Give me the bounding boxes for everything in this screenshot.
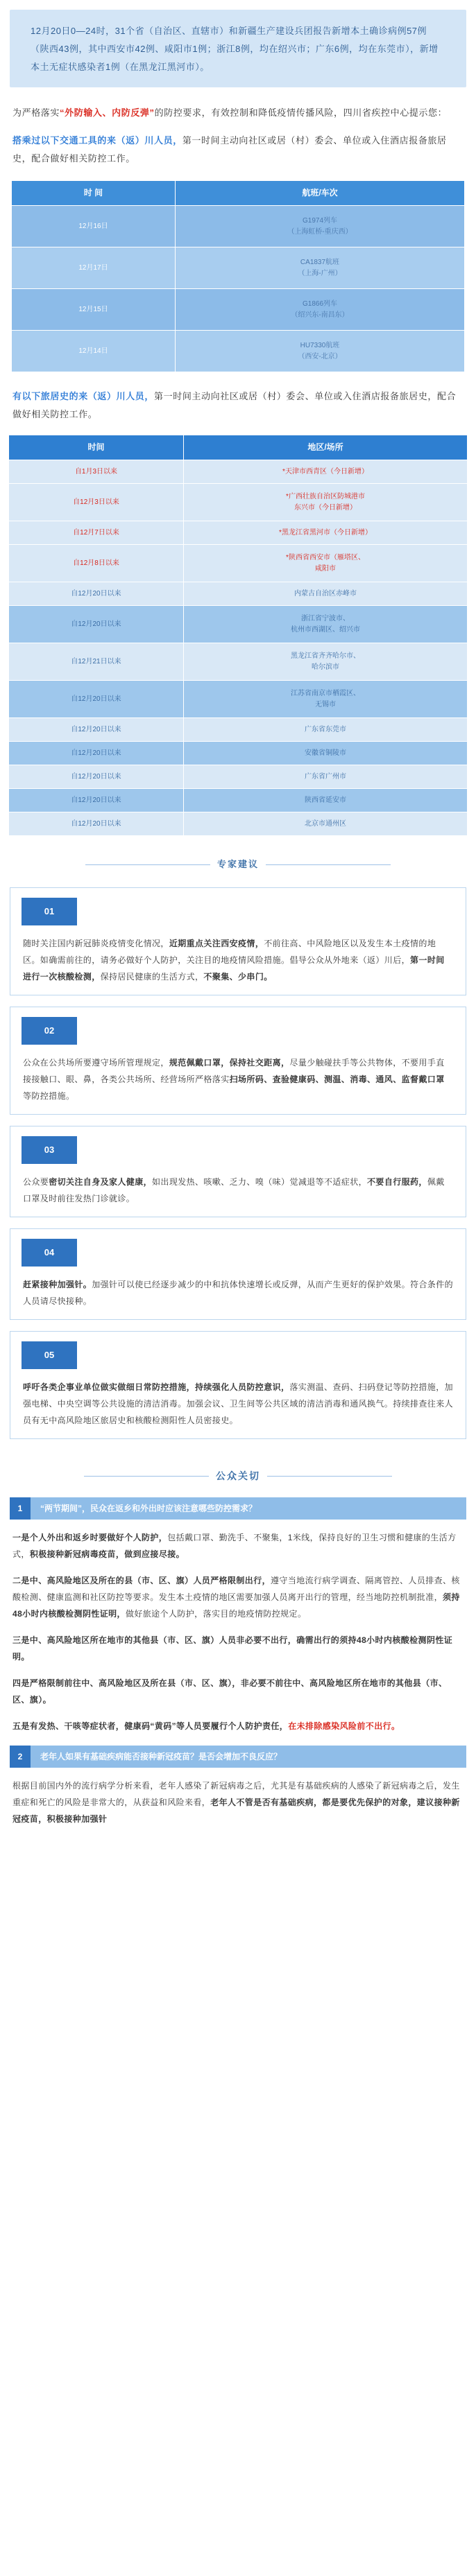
answer-segment: 一是个人外出和返乡时要做好个人防护，	[12, 1533, 168, 1542]
table-header-time: 时间	[9, 435, 184, 460]
row-date: 自12月20日以来	[9, 789, 184, 812]
notice-post: 的防控要求，有效控制和降低疫情传播风险，四川省疾控中心提示您：	[154, 107, 448, 118]
advice-segment: 保持居民健康的生活方式，	[100, 972, 204, 982]
row-date: 12月15日	[12, 289, 176, 331]
advice-segment: 规范佩戴口罩，保持社交距离，	[169, 1058, 290, 1068]
row-date: 自12月7日以来	[9, 521, 184, 545]
answer-paragraph	[0, 1563, 476, 1622]
travel-rest: 第一时间主动向社区或居（村）委会、单位或入住酒店报备旅居史，配合做好相关防控工作。	[12, 391, 457, 419]
table-row	[9, 742, 468, 765]
row-region	[184, 545, 468, 582]
region-line: 广东省东莞市	[305, 725, 346, 733]
advice-segment: 扫场所码、查验健康码、测温、消毒、通风、监督戴口罩	[229, 1074, 445, 1084]
public-header	[0, 1464, 476, 1488]
transport-code: G1974列车	[302, 216, 338, 225]
row-region	[184, 484, 468, 521]
expert-title: 专家建议	[216, 858, 259, 869]
row-region	[184, 582, 468, 606]
region-line: 安徽省铜陵市	[305, 749, 346, 757]
region-line: *陕西省西安市（雁塔区、	[286, 553, 365, 562]
table-row	[9, 606, 468, 643]
advice-segment: 不聚集、少串门。	[203, 972, 273, 982]
answer-paragraph	[0, 1622, 476, 1665]
advice-text	[10, 1045, 466, 1114]
row-date: 自12月20日以来	[9, 582, 184, 606]
row-date: 自12月20日以来	[9, 606, 184, 643]
row-date: 自12月20日以来	[9, 765, 184, 789]
answer-paragraph	[0, 1768, 476, 1827]
advice-segment: 佩戴口罩及时前往发热门诊就诊。	[23, 1177, 445, 1203]
question-bar-2	[10, 1746, 466, 1768]
row-date: 12月14日	[12, 331, 176, 372]
advice-number: 02	[22, 1017, 77, 1045]
region-line: *广西壮族自治区防城港市	[286, 492, 365, 501]
table-row	[9, 582, 468, 606]
transport-route: （上海-广州）	[298, 269, 342, 277]
answer-paragraph	[0, 1520, 476, 1563]
answer-segment: 四是严格限制前往中、高风险地区及所在县（市、区、旗），非必要不前往中、高风险地区所在地市的其他县（市、区、旗）。	[12, 1678, 448, 1705]
advice-segment: 公众在公共场所要遵守场所管理规定，	[23, 1058, 169, 1068]
row-region	[184, 606, 468, 643]
question-title: 老年人如果有基础疾病能否接种新冠疫苗？是否会增加不良反应？	[40, 1751, 282, 1761]
answer-segment: 包括戴口罩、勤洗手、不聚集，1米线，保持良好的卫生习惯和健康的生活方式，	[12, 1533, 457, 1559]
advice-number: 04	[22, 1239, 77, 1267]
transport-table	[11, 180, 465, 372]
region-line: 无锡市	[315, 700, 336, 708]
advice-segment: 等防控措施。	[23, 1091, 75, 1101]
answer-segment: 五是有发热、干咳等症状者，健康码“黄码”等人员要履行个人防护责任，	[12, 1721, 289, 1731]
row-date: 自12月20日以来	[9, 718, 184, 742]
advice-card	[10, 1007, 466, 1115]
row-region	[184, 718, 468, 742]
row-date: 自12月8日以来	[9, 545, 184, 582]
row-region	[184, 460, 468, 484]
row-transport	[176, 206, 465, 247]
travel-history-section-title	[0, 372, 476, 424]
advice-card	[10, 887, 466, 995]
advice-segment: 如出现发热、咳嗽、乏力、嗅（味）觉减退等不适症状，	[152, 1177, 368, 1187]
notice-pre: 为严格落实	[12, 107, 60, 118]
region-line: 北京市通州区	[305, 819, 346, 828]
answer-segment: 根据目前国内外的流行病学分析来看，老年人感染了新冠病毒之后，尤其是有基础疾病的人感染了新冠病毒之后，发生重症和死亡的风险是非常大的，从获益和风险来看，	[12, 1781, 460, 1807]
region-line: 哈尔滨市	[312, 663, 339, 671]
expert-section	[0, 853, 476, 1446]
answer-segment: 做好旅途个人防护，落实目的地疫情防控规定。	[125, 1609, 307, 1619]
advice-card	[10, 1126, 466, 1217]
advice-segment: 尽量少触碰扶手等公共物体，不要用手直接接触口、眼、鼻，各类公共场所、经营场所严格落实	[23, 1058, 445, 1084]
advice-segment: 不要自行服药，	[367, 1177, 427, 1187]
answer-segment: 二是中、高风险地区及所在的县（市、区、旗）人员严格限制出行，	[12, 1576, 271, 1585]
advice-segment: 随时关注国内新冠肺炎疫情变化情况，	[23, 939, 169, 948]
transport-code: CA1837航班	[300, 258, 340, 266]
region-line: 陕西省延安市	[305, 796, 346, 804]
table-row	[12, 289, 465, 331]
row-region	[184, 742, 468, 765]
answer-segment: 老年人不管是否有基础疾病，都是要优先保护的对象，建议接种新冠疫苗，积极接种加强针	[12, 1798, 460, 1824]
expert-header	[0, 853, 476, 876]
advice-segment: 公众要	[23, 1177, 49, 1187]
table-row	[9, 812, 468, 836]
row-region	[184, 681, 468, 718]
row-transport	[176, 289, 465, 331]
advice-text	[10, 1369, 466, 1438]
advice-card	[10, 1331, 466, 1439]
table-row	[9, 460, 468, 484]
divider-line	[266, 864, 391, 865]
answer-segment: 在未排除感染风险前不出行。	[288, 1721, 400, 1731]
row-date: 自12月21日以来	[9, 643, 184, 681]
region-line: 广东省广州市	[305, 772, 346, 781]
intro-box: 12月20日0—24时，31个省（自治区、直辖市）和新疆生产建设兵团报告新增本土确诊病例57例（陕西43例，其中西安市42例、咸阳市1例；浙江8例，均在绍兴市；广东6例，均在东莞市），新增本土无症状感染者1例（在黑龙江黑河市）。	[10, 10, 466, 87]
table-header-region: 地区/场所	[184, 435, 468, 460]
transport-highlight: 搭乘过以下交通工具的来（返）川人员，	[12, 135, 182, 146]
row-date: 自12月20日以来	[9, 812, 184, 836]
transport-rest: 第一时间主动向社区或居（村）委会、单位或入住酒店报备旅居史，配合做好相关防控工作。	[12, 135, 447, 164]
public-section	[0, 1464, 476, 1827]
region-line: *天津市西青区（今日新增）	[282, 467, 368, 476]
divider-line	[85, 864, 210, 865]
advice-segment: 赶紧接种加强针。	[23, 1280, 92, 1289]
answer-segment: 积极接种新冠病毒疫苗，做到应接尽接。	[29, 1549, 185, 1559]
advice-text	[10, 925, 466, 995]
advice-card	[10, 1228, 466, 1320]
table-row	[9, 643, 468, 681]
advice-number: 05	[22, 1341, 77, 1369]
divider-line	[84, 1476, 209, 1477]
row-date: 自1月3日以来	[9, 460, 184, 484]
divider-line	[267, 1476, 392, 1477]
table-row	[12, 247, 465, 289]
answer-paragraph	[0, 1708, 476, 1734]
row-region	[184, 521, 468, 545]
notice-emphasis: “外防输入、内防反弹”	[60, 107, 155, 118]
region-line: 咸阳市	[315, 564, 336, 573]
public-title: 公众关切	[216, 1470, 260, 1481]
table-row	[9, 681, 468, 718]
transport-section-title	[0, 122, 476, 168]
region-line: 江苏省南京市栖霞区、	[291, 689, 360, 697]
region-line: 杭州市西湖区、绍兴市	[291, 625, 360, 634]
table-row	[9, 718, 468, 742]
advice-text	[10, 1164, 466, 1217]
answer-paragraph	[0, 1665, 476, 1708]
row-date: 自12月20日以来	[9, 681, 184, 718]
row-date: 12月16日	[12, 206, 176, 247]
region-table	[8, 435, 468, 836]
advice-number: 01	[22, 898, 77, 925]
notice-paragraph	[0, 87, 476, 122]
region-line: 黑龙江省齐齐哈尔市、	[291, 652, 360, 660]
transport-route: （绍兴东-南昌东）	[291, 311, 349, 319]
transport-code: HU7330航班	[300, 341, 340, 349]
answer-segment: 遵守当地流行病学调查、隔离管控、人员排查、核酸检测、健康监测和社区防控等要求。发生本土疫情的地区需要加强人员离开出行的管理，经当地防控机制批准，	[12, 1576, 460, 1602]
table-row	[9, 765, 468, 789]
table-row	[9, 484, 468, 521]
question-number: 1	[10, 1497, 31, 1520]
answer-segment: 三是中、高风险地区所在地市的其他县（市、区、旗）人员非必要不出行，确需出行的须持48小时内核酸检测阴性证明。	[12, 1635, 453, 1662]
advice-segment: 呼吁各类企事业单位做实做细日常防控措施，持续强化人员防控意识，	[23, 1382, 290, 1392]
table-row	[12, 331, 465, 372]
region-line: 浙江省宁波市、	[301, 614, 350, 623]
row-transport	[176, 331, 465, 372]
table-header-time: 时 间	[12, 181, 176, 206]
advice-text	[10, 1267, 466, 1319]
region-line: *黑龙江省黑河市（今日新增）	[279, 528, 372, 537]
region-line: 内蒙古自治区赤峰市	[294, 589, 357, 598]
advice-segment: 第一时间进行一次核酸检测，	[23, 955, 445, 982]
table-header-flight: 航班/车次	[176, 181, 465, 206]
transport-code: G1866列车	[302, 299, 338, 308]
transport-route: （上海虹桥-重庆西）	[287, 227, 352, 236]
question-number: 2	[10, 1746, 31, 1768]
table-row	[9, 521, 468, 545]
advice-segment: 加强针可以使已经逐步减少的中和抗体快速增长或反弹，从而产生更好的保护效果。符合条件的人员请尽快接种。	[23, 1280, 454, 1306]
table-row	[9, 789, 468, 812]
row-date: 自12月3日以来	[9, 484, 184, 521]
row-date: 自12月20日以来	[9, 742, 184, 765]
transport-route: （西安-北京）	[298, 352, 342, 360]
advice-segment: 密切关注自身及家人健康，	[49, 1177, 153, 1187]
row-region	[184, 789, 468, 812]
answer-segment: 须持48小时内核酸检测阴性证明，	[12, 1592, 460, 1619]
advice-segment: 不前往高、中风险地区以及发生本土疫情的地区。如确需前往的，请务必做好个人防护，关注目的地疫情风险措施。倡导公众从外地来（返）川后，	[23, 939, 436, 965]
row-date: 12月17日	[12, 247, 176, 289]
row-transport	[176, 247, 465, 289]
row-region	[184, 765, 468, 789]
row-region	[184, 812, 468, 836]
advice-number: 03	[22, 1136, 77, 1164]
table-row	[12, 206, 465, 247]
question-title: “两节期间”，民众在返乡和外出时应该注意哪些防控需求？	[40, 1503, 257, 1513]
travel-highlight: 有以下旅居史的来（返）川人员，	[12, 391, 155, 401]
question-bar-1	[10, 1497, 466, 1520]
row-region	[184, 643, 468, 681]
advice-segment: 落实测温、查码、扫码登记等防控措施，加强电梯、中央空调等公共设施的清洁消毒。加强会议、卫生间等公共区域的清洁消毒和通风换气。持续排查往来人员有无中高风险地区旅居史和核酸检测阳性人员密接史。	[23, 1382, 454, 1425]
advice-segment: 近期重点关注西安疫情，	[169, 939, 264, 948]
table-row	[9, 545, 468, 582]
region-line: 东兴市（今日新增）	[294, 503, 357, 512]
